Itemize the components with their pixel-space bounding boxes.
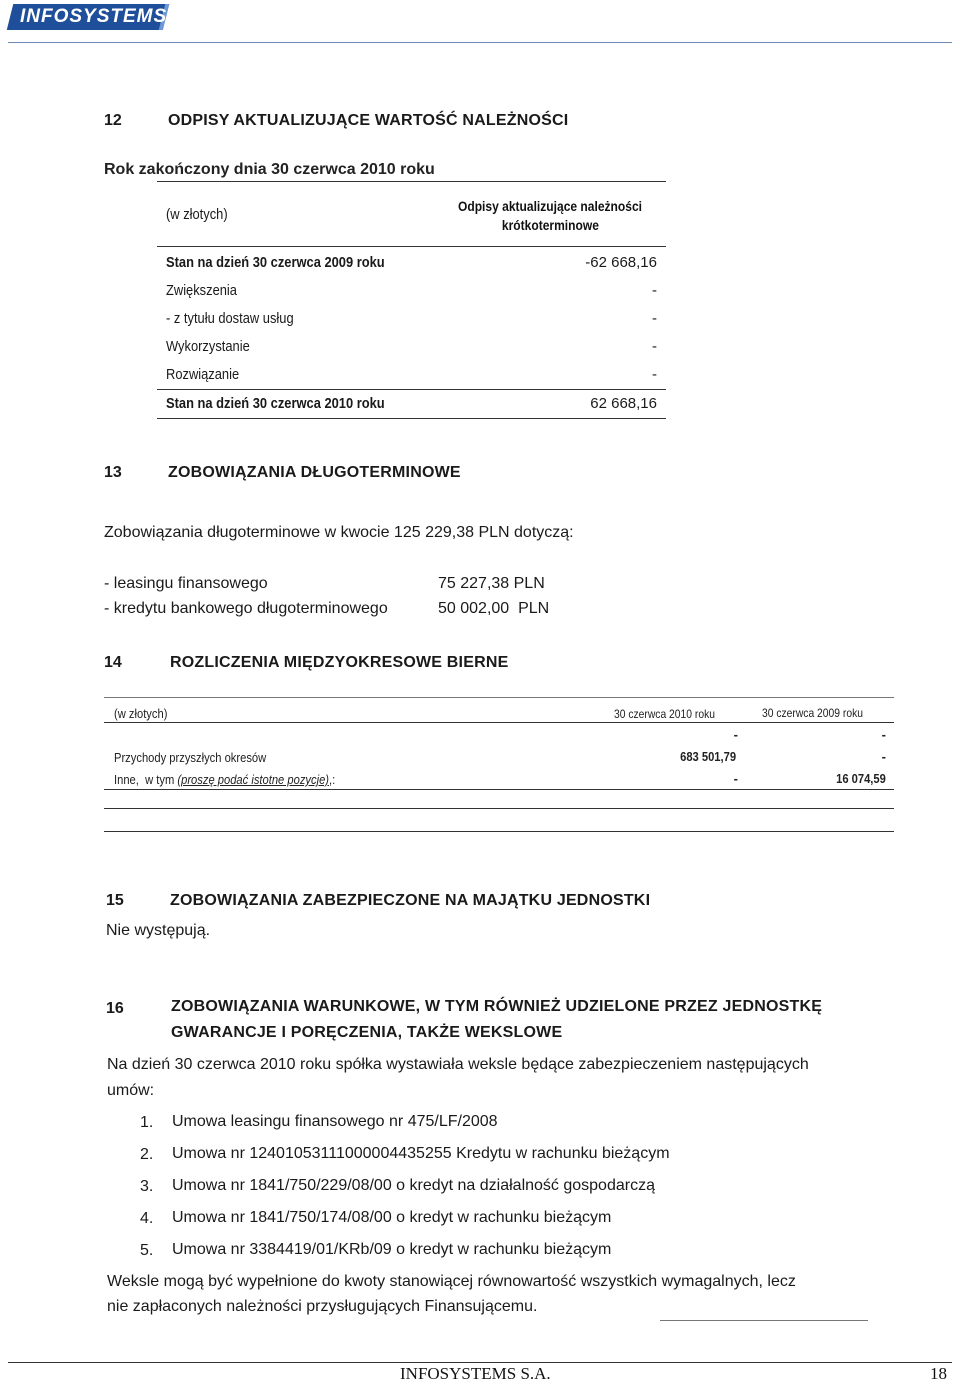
sec12-rule-header bbox=[157, 246, 666, 247]
sec14-dash-2009: - bbox=[881, 727, 886, 742]
sec12-title: ODPISY AKTUALIZUJĄCE WARTOŚĆ NALEŻNOŚCI bbox=[168, 112, 569, 129]
sec12-row-label: Stan na dzień 30 czerwca 2010 roku bbox=[166, 395, 385, 412]
sec16-item-number: 2. bbox=[140, 1146, 154, 1163]
company-logo bbox=[7, 4, 169, 30]
sec12-number: 12 bbox=[104, 112, 122, 129]
sec14-row-2009: - bbox=[881, 749, 886, 764]
sec14-rule-header bbox=[104, 722, 894, 723]
sec12-unit-label: (w złotych) bbox=[166, 206, 228, 223]
sec12-column-header bbox=[440, 197, 660, 235]
sec16-item-number: 4. bbox=[140, 1210, 154, 1227]
sec16-item-text: Umowa nr 3384419/01/KRb/09 o kredyt w rachunku bieżącym bbox=[172, 1241, 612, 1258]
sec13-title: ZOBOWIĄZANIA DŁUGOTERMINOWE bbox=[168, 464, 461, 481]
sec12-row-value: - bbox=[652, 366, 657, 383]
sec14-row-label: Przychody przyszłych okresów bbox=[114, 750, 267, 765]
sec12-row-value: -62 668,16 bbox=[585, 254, 657, 271]
sec16-item-text: Umowa leasingu finansowego nr 475/LF/2008 bbox=[172, 1113, 498, 1130]
sec16-closing-line1: Weksle mogą być wypełnione do kwoty stanowiącej równowartość wszystkich wymagalnych, lecz bbox=[107, 1273, 796, 1290]
sec16-item-text: Umowa nr 12401053111000004435255 Kredytu w rachunku bieżącym bbox=[172, 1145, 670, 1162]
sec14-row-2010: 683 501,79 bbox=[680, 749, 736, 764]
sec12-subtitle: Rok zakończony dnia 30 czerwca 2010 roku bbox=[104, 161, 435, 178]
sec16-intro-line1: Na dzień 30 czerwca 2010 roku spółka wystawiała weksle będące zabezpieczeniem następujących bbox=[107, 1056, 809, 1073]
sec15-title: ZOBOWIĄZANIA ZABEZPIECZONE NA MAJĄTKU JEDNOSTKI bbox=[170, 892, 651, 909]
sec14-row-2010: - bbox=[733, 771, 738, 786]
sec16-title-line1: ZOBOWIĄZANIA WARUNKOWE, W TYM RÓWNIEŻ UDZIELONE PRZEZ JEDNOSTKĘ bbox=[171, 998, 823, 1015]
page-number: 18 bbox=[930, 1364, 947, 1383]
sec14-dash-2010: - bbox=[733, 727, 738, 742]
sec16-item-number: 3. bbox=[140, 1178, 154, 1195]
sec12-row-label: Rozwiązanie bbox=[166, 366, 240, 383]
sec12-row-label: Stan na dzień 30 czerwca 2009 roku bbox=[166, 254, 385, 271]
sec12-rule-total bbox=[157, 389, 666, 390]
sec13-intro: Zobowiązania długoterminowe w kwocie 125 229,38 PLN dotyczą: bbox=[104, 524, 574, 541]
sec16-item-text: Umowa nr 1841/750/174/08/00 o kredyt w rachunku bieżącym bbox=[172, 1209, 612, 1226]
sec13-item-amount: 75 227,38 PLN bbox=[438, 575, 545, 592]
sec16-item-text: Umowa nr 1841/750/229/08/00 o kredyt na działalność gospodarczą bbox=[172, 1177, 655, 1194]
sec16-number: 16 bbox=[106, 1000, 124, 1017]
footer-company: INFOSYSTEMS S.A. bbox=[400, 1364, 551, 1383]
sec13-number: 13 bbox=[104, 464, 122, 481]
sec14-number: 14 bbox=[104, 654, 122, 671]
sec16-intro-line2: umów: bbox=[107, 1082, 155, 1099]
sec16-item-number: 5. bbox=[140, 1242, 154, 1259]
sec12-row-value: 62 668,16 bbox=[590, 395, 657, 412]
sec12-row-label: - z tytułu dostaw usług bbox=[166, 310, 294, 327]
sec12-row-value: - bbox=[652, 310, 657, 327]
sec12-rule-top bbox=[157, 181, 666, 182]
sec12-col-header-line1: Odpisy aktualizujące należności bbox=[457, 198, 643, 214]
sec15-number: 15 bbox=[106, 892, 124, 909]
sec15-text: Nie występują. bbox=[106, 922, 211, 939]
sec12-row-label: Wykorzystanie bbox=[166, 338, 250, 355]
sec16-closing-line2: nie zapłaconych należności przysługujących Finansującemu. bbox=[107, 1298, 538, 1315]
sec14-rule-lower bbox=[104, 808, 894, 809]
sec13-item-label: - kredytu bankowego długoterminowego bbox=[104, 600, 388, 617]
sec14-unit-label: (w złotych) bbox=[114, 706, 168, 721]
sec12-col-header-line2: krótkoterminowe bbox=[501, 217, 599, 233]
sec16-item-number: 1. bbox=[140, 1114, 154, 1131]
sec14-row-2009: 16 074,59 bbox=[836, 771, 886, 786]
footer-rule bbox=[8, 1362, 952, 1363]
sec12-row-value: - bbox=[652, 338, 657, 355]
sec16-title-line2: GWARANCJE I PORĘCZENIA, TAKŻE WEKSLOWE bbox=[171, 1024, 563, 1041]
sec14-title: ROZLICZENIA MIĘDZYOKRESOWE BIERNE bbox=[170, 654, 509, 671]
signature-rule bbox=[660, 1320, 868, 1321]
sec12-row-value: - bbox=[652, 282, 657, 299]
logo-text: INFOSYSTEMS bbox=[20, 6, 168, 27]
sec14-rule-row bbox=[104, 789, 894, 790]
sec14-rule-top bbox=[104, 697, 894, 698]
sec14-col-2009: 30 czerwca 2009 roku bbox=[762, 706, 863, 720]
sec14-row-label: Inne, w tym (proszę podać istotne pozycje),: bbox=[114, 772, 336, 787]
sec14-col-2010: 30 czerwca 2010 roku bbox=[614, 707, 715, 721]
page-header bbox=[0, 0, 960, 44]
sec13-item-amount: 50 002,00 PLN bbox=[438, 600, 550, 617]
sec12-row-label: Zwiększenia bbox=[166, 282, 237, 299]
sec12-rule-bottom bbox=[157, 418, 666, 419]
sec13-item-label: - leasingu finansowego bbox=[104, 575, 268, 592]
sec14-rule-bottom bbox=[104, 831, 894, 832]
header-rule bbox=[8, 42, 952, 43]
